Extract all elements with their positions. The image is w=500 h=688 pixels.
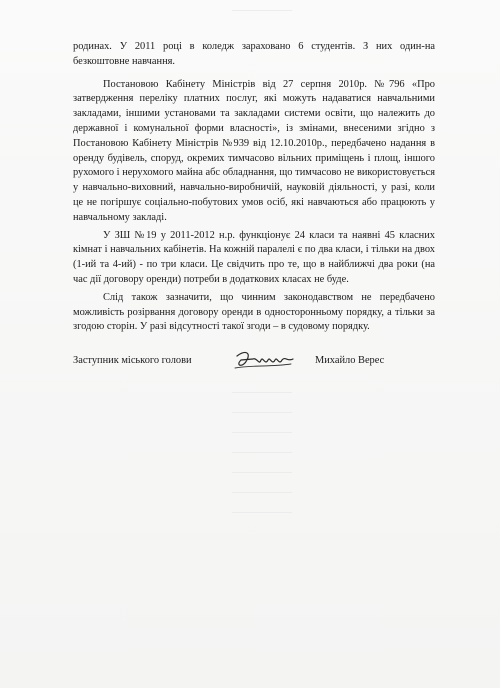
bleed-through-line — [232, 432, 292, 439]
bleed-through-line — [232, 512, 292, 519]
paragraph-resolution: Постановою Кабінету Міністрів від 27 серпня 2010р. №796 «Про затвердження переліку платних послуг, які можуть надаватися навчальними закладами, іншими установами та закладами системи освіти, що належить до державної і комунальної форми власності», із змінами, внесеними згідно з Постановою Кабінету Міністрів №939 від 12.10.2010р., передбачено надання в оренду будівель, споруд, окремих тимчасово вільних приміщень і площ, іншого рухомого і нерухомого майна абс обладнання, що тимчасово не використовується у навчально-виховний, навчально-виробничій, науковій діяльності, у разі, коли це не погіршує соціально-побутових умов осіб, які навчаються або працюють у навчальному закладі. — [73, 78, 435, 223]
paragraph-school-classes: У ЗШ №19 у 2011-2012 н.р. функціонує 24 класи та наявні 45 класних кімнат і навчальних кабінетів. На кожній паралелі є по два класи, і тільки на двох (1-ий та 4-ий) - по три класи. Це свідчить про те, що в найближчі два роки (на час дії договору оренди) потреби в додаткових класах не буде. — [73, 229, 435, 285]
bleed-through-line — [232, 492, 292, 499]
paragraph-legislation: Слід також зазначити, що чинним законодавством не передбачено можливість розірвання договору оренди в односторонньому порядку, а тільки за згодою сторін. У разі відсутності такої згоди – в судовому порядку. — [73, 291, 435, 333]
letter-body — [73, 40, 435, 335]
bleed-through-line — [232, 452, 292, 459]
signatory-name: Михайло Верес — [315, 355, 385, 366]
bleed-through-line — [232, 412, 292, 419]
bleed-through-line — [232, 472, 292, 479]
bleed-through-line — [232, 392, 292, 399]
signature-block — [73, 354, 435, 382]
handwritten-signature — [231, 348, 301, 374]
bleed-through-line — [232, 10, 292, 17]
signatory-position: Заступник міського голови — [73, 355, 192, 366]
paragraph-continuation: родинах. У 2011 році в коледж зараховано 6 студентів. З них один-на безкоштовне навчання. — [73, 41, 435, 67]
